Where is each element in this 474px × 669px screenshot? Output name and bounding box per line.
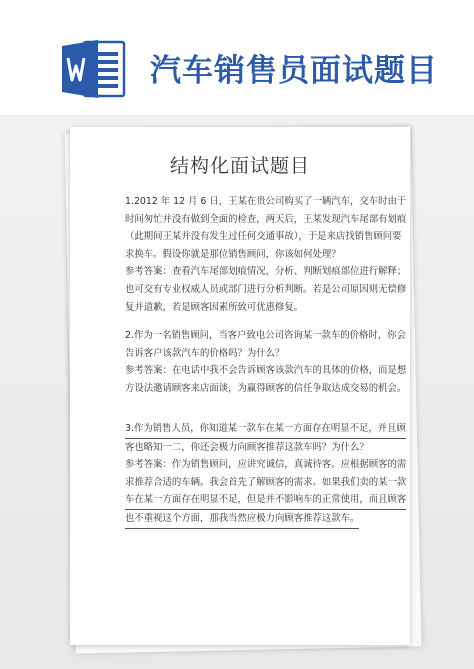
answer-line: 求推荐合适的车辆。我会首先了解顾客的需求。如果我们卖的某一款 (125, 476, 407, 488)
text-line: 时间匆忙并没有做到全面的检查，两天后，王某发现汽车尾部有划痕 (125, 213, 407, 225)
answer-line: 也可交有专业权威人员或部门进行分析判断。若是公司原因则无偿修 (125, 283, 407, 295)
text-line: 客也略知一二，你还会极力向顾客推荐这款车吗？为什么？ (125, 441, 369, 453)
text-line: 1.2012 年 12 月 6 日，王某在贵公司购买了一辆汽车，交车时由于 (125, 196, 407, 207)
underlined-line: 车在某一方面存在明显不足，但是并不影响车的正常使用，而且顾客 (125, 491, 406, 510)
answer-line: 参考答案：查看汽车尾部划痕情况，分析、判断划痕部位进行解释； (125, 266, 407, 278)
question-2 (125, 327, 407, 397)
document-title: 结构化面试题目 (169, 155, 310, 177)
question-1 (125, 193, 407, 316)
answer-line: 方设法邀请顾客来店面谈，为赢得顾客的信任争取达成交易的机会。 (125, 382, 407, 394)
answer-line: 参考答案：在电话中我不会告诉顾客该款汽车的具体的价格，而是想 (125, 365, 407, 377)
text-line: 告诉客户该款汽车的价格吗？为什么？ (125, 347, 285, 359)
banner-header (0, 0, 474, 115)
document-page (70, 127, 410, 645)
answer-line: 复并道歉，若是顾客因素所致可优惠修复。 (125, 301, 304, 313)
answer-line: 参考答案：作为销售顾问，应讲究诚信，真诚待客。应根据顾客的需 (125, 459, 407, 471)
banner-title: 汽车销售员面试题目 (150, 53, 438, 89)
word-document-icon (62, 40, 126, 98)
text-line: （此期间王某并没有发生过任何交通事故），于是来店找销售顾问要 (125, 231, 402, 243)
text-line: 2.作为一名销售顾问，当客户致电公司咨询某一款车的价格时，你会 (125, 330, 406, 341)
text-line: 求换车。假设你就是那位销售顾问，你该如何处理？ (125, 248, 341, 260)
underlined-line: 3.作为销售人员，你知道某一款车在某一方面存在明显不足，并且顾 (125, 420, 406, 439)
question-3 (125, 420, 407, 529)
underlined-line: 也不重视这个方面，那我当然应极力向顾客推荐这款车。 (125, 510, 359, 529)
